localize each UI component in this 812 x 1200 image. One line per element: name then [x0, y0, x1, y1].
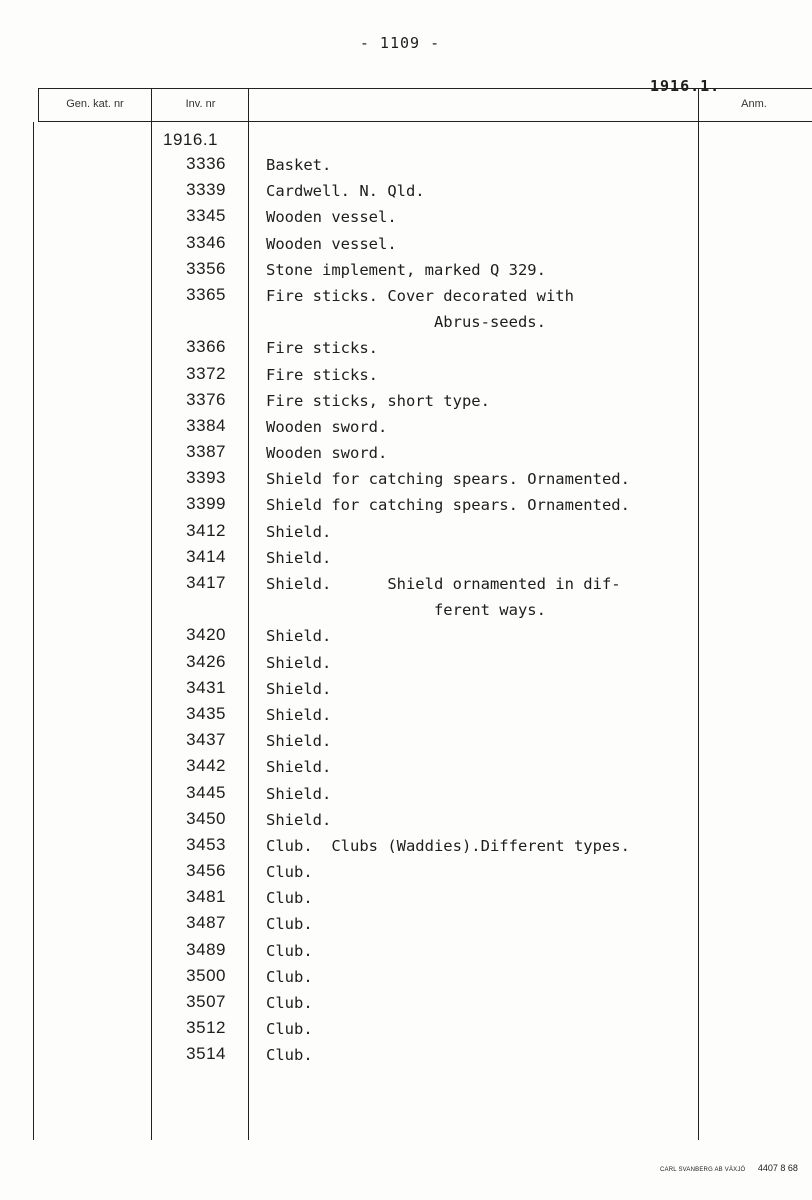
inventory-number: 3365 — [186, 284, 226, 304]
catalog-row — [0, 180, 812, 206]
item-description: Shield. — [266, 548, 332, 567]
catalog-row — [0, 652, 812, 678]
item-description: Fire sticks, short type. — [266, 391, 490, 410]
item-description: Wooden sword. — [266, 417, 388, 436]
catalog-row — [0, 913, 812, 939]
item-description: Club. — [266, 889, 313, 908]
catalog-row — [0, 783, 812, 809]
item-description: Cardwell. N. Qld. — [266, 182, 425, 201]
item-description: Fire sticks. Cover decorated with — [266, 286, 574, 305]
form-code: 4407 8 68 — [757, 1163, 798, 1173]
inventory-number: 3336 — [186, 154, 226, 173]
inventory-number: 3372 — [186, 363, 226, 383]
catalog-row — [0, 861, 812, 887]
inventory-number: 3435 — [186, 703, 226, 723]
catalog-row — [0, 1018, 812, 1044]
inventory-number: 3384 — [186, 415, 226, 435]
item-description: Club. — [266, 1020, 313, 1039]
item-description: Stone implement, marked Q 329. — [266, 260, 546, 279]
item-description: Club. — [266, 1046, 313, 1065]
inventory-number: 3453 — [186, 834, 226, 854]
inventory-number: 3426 — [186, 651, 226, 671]
item-description: Shield. — [266, 653, 332, 672]
page-number: - 1109 - — [359, 34, 441, 52]
item-description: Club. — [266, 915, 313, 934]
catalog-row — [0, 233, 812, 259]
item-description: Club. — [266, 994, 313, 1013]
catalog-row — [0, 835, 812, 861]
item-description-continued: ferent ways. — [266, 601, 546, 620]
catalog-row — [0, 940, 812, 966]
catalog-row — [0, 364, 812, 390]
catalog-row — [0, 704, 812, 730]
item-description: Fire sticks. — [266, 365, 378, 384]
inventory-number: 3412 — [186, 520, 226, 540]
item-description: Fire sticks. — [266, 339, 378, 358]
inventory-number: 3399 — [186, 494, 226, 514]
header-inv: Inv. nr — [185, 98, 216, 110]
inventory-number: 3366 — [186, 337, 226, 357]
inventory-number: 3445 — [186, 782, 226, 802]
item-description: Club. — [266, 941, 313, 960]
catalog-row — [0, 966, 812, 992]
inventory-number: 3456 — [186, 861, 226, 881]
item-description: Shield. — [266, 522, 332, 541]
catalog-row — [0, 154, 812, 180]
item-description: Club. Clubs (Waddies).Different types. — [266, 836, 630, 855]
item-description: Shield. — [266, 810, 332, 829]
inventory-number: 3514 — [186, 1044, 226, 1064]
inventory-number: 3346 — [186, 232, 226, 252]
inventory-number: 3450 — [186, 808, 226, 828]
inventory-number: 3393 — [186, 468, 226, 488]
catalog-row — [0, 442, 812, 468]
catalog-row — [0, 547, 812, 573]
catalog-row — [0, 625, 812, 651]
inventory-number: 3500 — [186, 965, 226, 985]
inventory-number: 3420 — [186, 625, 226, 645]
item-description: Shield. — [266, 705, 332, 724]
series-label: 1916.1 — [163, 130, 218, 149]
item-description: Shield for catching spears. Ornamented. — [266, 470, 630, 489]
header-bottom-rule — [38, 121, 812, 122]
catalog-row — [0, 756, 812, 782]
inventory-number: 3512 — [186, 1018, 226, 1038]
inventory-number: 3437 — [186, 730, 226, 750]
inventory-number: 3481 — [186, 887, 226, 907]
inventory-number: 3339 — [186, 180, 226, 200]
catalog-row — [0, 259, 812, 285]
inventory-number: 3376 — [186, 389, 226, 409]
header-gen-kat: Gen. kat. nr — [66, 98, 124, 110]
catalog-row — [0, 390, 812, 416]
item-description: Shield for catching spears. Ornamented. — [266, 496, 630, 515]
catalog-row — [0, 521, 812, 547]
item-description: Shield. — [266, 758, 332, 777]
inventory-number: 3414 — [186, 546, 226, 566]
item-description: Club. — [266, 967, 313, 986]
left-border-line — [38, 88, 39, 122]
catalog-row — [0, 1044, 812, 1070]
item-description: Shield. — [266, 627, 332, 646]
item-description: Wooden vessel. — [266, 234, 397, 253]
catalog-row — [0, 468, 812, 494]
catalog-row — [0, 285, 812, 337]
catalog-row — [0, 809, 812, 835]
catalog-mark: 1916.1. — [650, 77, 721, 95]
item-description: Shield. — [266, 679, 332, 698]
item-description: Basket. — [266, 156, 332, 174]
item-description-continued: Abrus-seeds. — [266, 312, 546, 331]
item-description: Club. — [266, 863, 313, 882]
inventory-number: 3507 — [186, 992, 226, 1012]
catalog-row — [0, 730, 812, 756]
catalog-row — [0, 992, 812, 1018]
item-description: Shield. — [266, 784, 332, 803]
inventory-number: 3442 — [186, 756, 226, 776]
inventory-number: 3489 — [186, 939, 226, 959]
inventory-number: 3431 — [186, 677, 226, 697]
item-description: Shield. Shield ornamented in dif- — [266, 575, 621, 594]
item-description: Shield. — [266, 732, 332, 751]
catalog-row — [0, 416, 812, 442]
inventory-number: 3345 — [186, 206, 226, 226]
item-description: Wooden sword. — [266, 444, 388, 463]
catalog-entries — [0, 154, 812, 1071]
inventory-number: 3487 — [186, 913, 226, 933]
catalog-row — [0, 337, 812, 363]
printer-name: CARL SVANBERG AB VÄXJÖ — [660, 1167, 746, 1173]
catalog-row — [0, 678, 812, 704]
catalog-row — [0, 887, 812, 913]
header-top-rule — [38, 88, 812, 89]
inventory-number: 3417 — [186, 573, 226, 593]
catalog-row — [0, 494, 812, 520]
printer-imprint — [660, 1158, 798, 1176]
inventory-number: 3387 — [186, 442, 226, 462]
catalog-row — [0, 573, 812, 625]
inventory-number: 3356 — [186, 258, 226, 278]
catalog-row — [0, 206, 812, 232]
item-description: Wooden vessel. — [266, 208, 397, 227]
header-anm: Anm. — [741, 98, 767, 110]
